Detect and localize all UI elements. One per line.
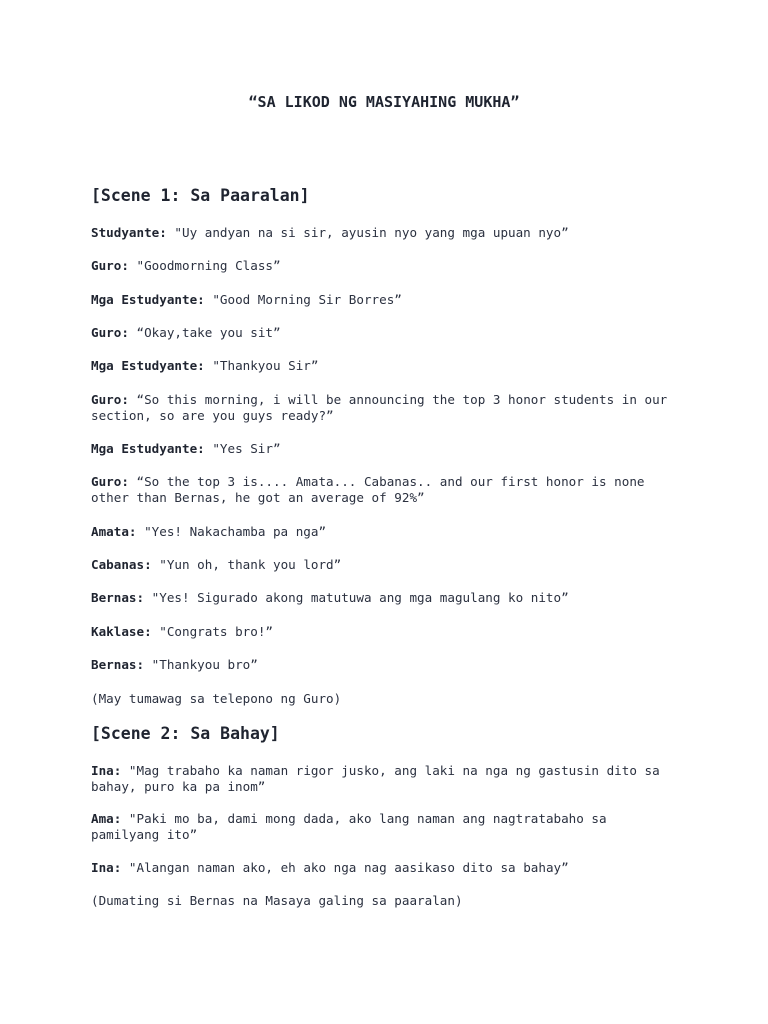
dialogue-line: [91, 763, 681, 794]
dialogue-line: [91, 325, 681, 341]
document-title: “SA LIKOD NG MASIYAHING MUKHA”: [248, 93, 520, 111]
dialogue-line: [91, 557, 681, 573]
dialogue-text: "Paki mo ba, dami mong dada, ako lang naman ang nagtratabaho sa pamilyang ito”: [91, 811, 615, 842]
dialogue-text: "Thankyou bro”: [144, 657, 258, 672]
dialogue-line: [91, 358, 681, 374]
speaker-name: Ina:: [91, 763, 122, 778]
speaker-name: Guro:: [91, 474, 129, 489]
speaker-name: Guro:: [91, 392, 129, 407]
dialogue-line: [91, 657, 681, 673]
speaker-name: Bernas:: [91, 657, 145, 672]
dialogue-line: [91, 590, 681, 606]
dialogue-text: "Yes Sir”: [204, 441, 281, 456]
dialogue-line: [91, 392, 681, 423]
dialogue-text: "Yes! Sigurado akong matutuwa ang mga magulang ko nito”: [144, 590, 569, 605]
dialogue-line: [91, 811, 681, 842]
dialogue-text: "Alangan naman ako, eh ako nga nag aasikaso dito sa bahay”: [121, 860, 569, 875]
scene-1-heading: [Scene 1: Sa Paaralan]: [91, 186, 310, 205]
speaker-name: Studyante:: [91, 225, 167, 240]
dialogue-line: [91, 860, 681, 876]
dialogue-line: [91, 441, 681, 457]
speaker-name: Ama:: [91, 811, 122, 826]
dialogue-text: "Good Morning Sir Borres”: [204, 292, 402, 307]
dialogue-text: "Yun oh, thank you lord”: [151, 557, 342, 572]
dialogue-text: "Yes! Nakachamba pa nga”: [136, 524, 327, 539]
dialogue-text: "Uy andyan na si sir, ayusin nyo yang mga upuan nyo”: [166, 225, 569, 240]
stage-direction: (May tumawag sa telepono ng Guro): [91, 691, 342, 706]
speaker-name: Amata:: [91, 524, 137, 539]
dialogue-text: "Thankyou Sir”: [204, 358, 319, 373]
speaker-name: Cabanas:: [91, 557, 152, 572]
speaker-name: Mga Estudyante:: [91, 358, 205, 373]
scene-2-heading: [Scene 2: Sa Bahay]: [91, 724, 280, 743]
dialogue-text: "Goodmorning Class”: [128, 258, 281, 273]
speaker-name: Kaklase:: [91, 624, 152, 639]
speaker-name: Guro:: [91, 325, 129, 340]
dialogue-text: "Congrats bro!”: [151, 624, 273, 639]
dialogue-text: “Okay,take you sit”: [128, 325, 281, 340]
speaker-name: Guro:: [91, 258, 129, 273]
speaker-name: Ina:: [91, 860, 122, 875]
speaker-name: Mga Estudyante:: [91, 441, 205, 456]
speaker-name: Bernas:: [91, 590, 145, 605]
dialogue-line: [91, 292, 681, 308]
dialogue-line: [91, 258, 681, 274]
speaker-name: Mga Estudyante:: [91, 292, 205, 307]
dialogue-line: [91, 474, 681, 505]
dialogue-text: “So the top 3 is.... Amata... Cabanas.. and our first honor is none other than Bernas, he got an average of 92%”: [91, 474, 653, 505]
dialogue-text: "Mag trabaho ka naman rigor jusko, ang laki na nga ng gastusin dito sa bahay, puro ka pa inom”: [91, 763, 668, 794]
dialogue-text: “So this morning, i will be announcing the top 3 honor students in our section, so are you guys ready?”: [91, 392, 675, 423]
dialogue-line: [91, 624, 681, 640]
stage-direction: (Dumating si Bernas na Masaya galing sa paaralan): [91, 893, 463, 908]
dialogue-line: [91, 524, 681, 540]
dialogue-line: [91, 225, 681, 241]
